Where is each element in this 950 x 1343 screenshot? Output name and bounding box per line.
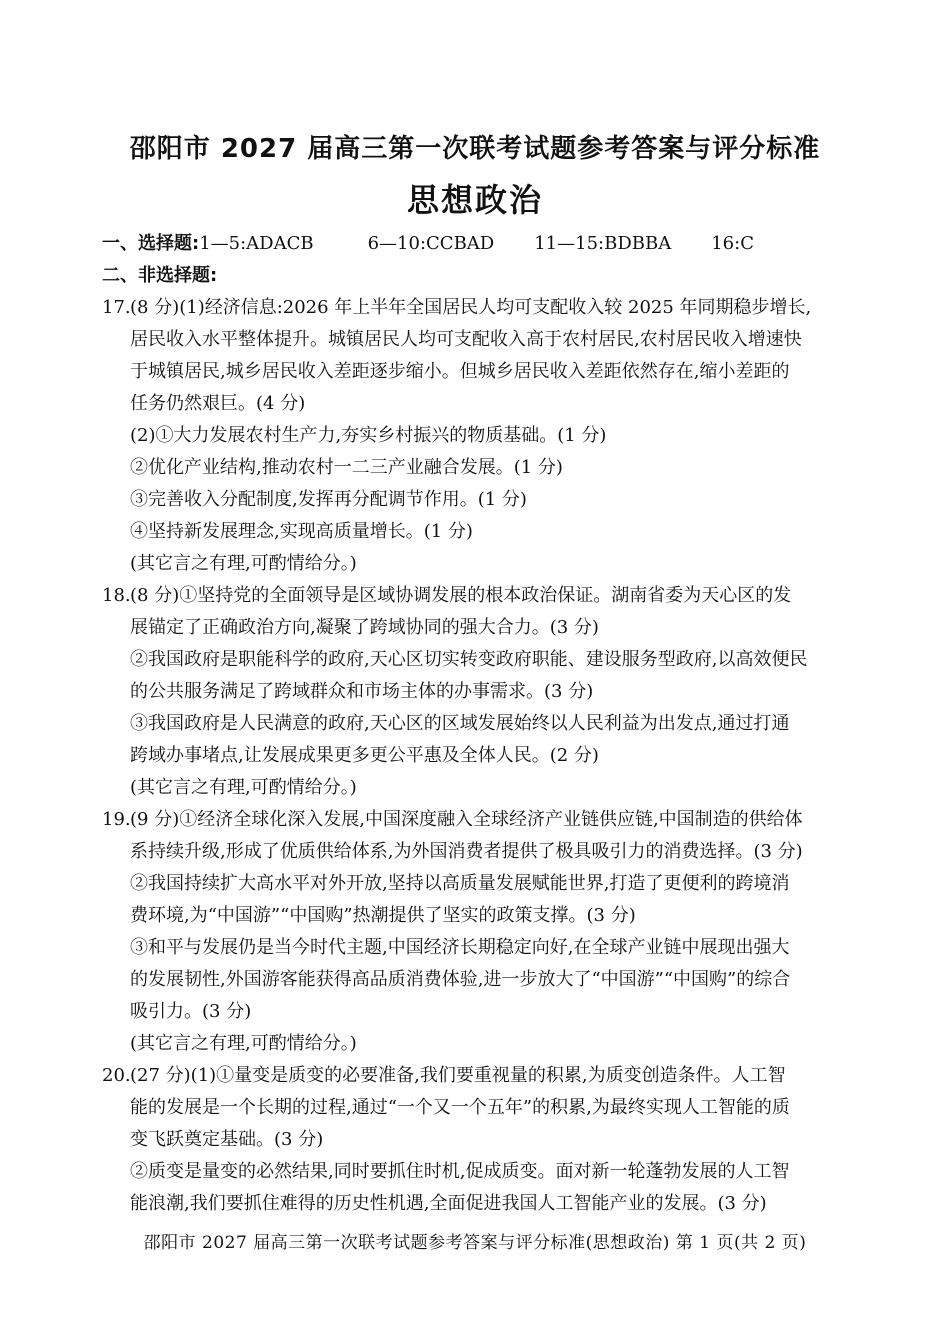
answer-line: (27 分)(1)①量变是质变的必要准备,我们要重视量的积累,为质变创造条件。人工智 bbox=[130, 1065, 786, 1086]
answer-line: ②优化产业结构,推动农村一二三产业融合发展。(1 分) bbox=[130, 457, 563, 478]
question-number: 20. bbox=[102, 1065, 131, 1086]
answer-line: 于城镇居民,城乡居民收入差距逐步缩小。但城乡居民收入差距依然存在,缩小差距的 bbox=[130, 361, 790, 382]
page-title: 邵阳市 2027 届高三第一次联考试题参考答案与评分标准 bbox=[129, 134, 821, 164]
answer-line: ②质变是量变的必然结果,同时要抓住时机,促成质变。面对新一轮蓬勃发展的人工智 bbox=[130, 1161, 790, 1182]
question-block bbox=[102, 804, 852, 1060]
answer-line: 任务仍然艰巨。(4 分) bbox=[130, 393, 306, 414]
answer-line: ③我国政府是人民满意的政府,天心区的区域发展始终以人民利益为出发点,通过打通 bbox=[130, 713, 790, 734]
question-number: 17. bbox=[102, 297, 131, 318]
answer-line: 费环境,为“中国游”“中国购”热潮提供了坚实的政策支撑。(3 分) bbox=[130, 905, 636, 926]
answer-line: 的公共服务满足了跨域群众和市场主体的办事需求。(3 分) bbox=[130, 681, 594, 702]
question-block bbox=[102, 580, 852, 804]
question-block bbox=[102, 292, 852, 580]
answer-line: 跨域办事堵点,让发展成果更多更公平惠及全体人民。(2 分) bbox=[130, 745, 599, 766]
answer-line: (8 分)①坚持党的全面领导是区域协调发展的根本政治保证。湖南省委为天心区的发 bbox=[130, 585, 792, 606]
mc-group: 1—5:ADACB bbox=[199, 233, 314, 254]
mc-group: 16:C bbox=[711, 233, 754, 254]
mc-group: 6—10:CCBAD bbox=[367, 233, 495, 254]
answer-body bbox=[102, 228, 852, 1220]
answer-line: ②我国政府是职能科学的政府,天心区切实转变政府职能、建设服务型政府,以高效便民 bbox=[130, 649, 808, 670]
answer-line: 能的发展是一个长期的过程,通过“一个又一个五年”的积累,为最终实现人工智能的质 bbox=[130, 1097, 790, 1118]
answer-line: (其它言之有理,可酌情给分。) bbox=[130, 553, 357, 574]
answer-line: 变飞跃奠定基础。(3 分) bbox=[130, 1129, 324, 1150]
question-list bbox=[102, 292, 852, 1220]
question-block bbox=[102, 1060, 852, 1220]
question-number: 19. bbox=[102, 809, 131, 830]
answer-line: ③和平与发展仍是当今时代主题,中国经济长期稳定向好,在全球产业链中展现出强大 bbox=[130, 937, 790, 958]
section-heading-multiple-choice: 一、选择题: bbox=[102, 233, 200, 254]
answer-line: (9 分)①经济全球化深入发展,中国深度融入全球经济产业链供应链,中国制造的供给体 bbox=[130, 809, 803, 830]
answer-line: (其它言之有理,可酌情给分。) bbox=[130, 777, 357, 798]
answer-line: 展锚定了正确政治方向,凝聚了跨域协同的强大合力。(3 分) bbox=[130, 617, 599, 638]
answer-line: 的发展韧性,外国游客能获得高品质消费体验,进一步放大了“中国游”“中国购”的综合 bbox=[130, 969, 791, 990]
question-number: 18. bbox=[102, 585, 131, 606]
mc-group: 11—15:BDBBA bbox=[534, 233, 672, 254]
answer-line: ②我国持续扩大高水平对外开放,坚持以高质量发展赋能世界,打造了更便利的跨境消 bbox=[130, 873, 790, 894]
answer-line: (8 分)(1)经济信息:2026 年上半年全国居民人均可支配收入较 2025 年同期稳步增长, bbox=[130, 297, 812, 318]
answer-line: (其它言之有理,可酌情给分。) bbox=[130, 1033, 357, 1054]
answer-line: ④坚持新发展理念,实现高质量增长。(1 分) bbox=[130, 521, 473, 542]
answer-line: (2)①大力发展农村生产力,夯实乡村振兴的物质基础。(1 分) bbox=[130, 425, 607, 446]
page-footer: 邵阳市 2027 届高三第一次联考试题参考答案与评分标准(思想政治) 第 1 页(共 2 页) bbox=[143, 1233, 807, 1253]
answer-line: 居民收入水平整体提升。城镇居民人均可支配收入高于农村居民,农村居民收入增速快 bbox=[130, 329, 802, 350]
answer-line: 吸引力。(3 分) bbox=[130, 1001, 252, 1022]
answer-line: 系持续升级,形成了优质供给体系,为外国消费者提供了极具吸引力的消费选择。(3 分) bbox=[130, 841, 803, 862]
answer-line: ③完善收入分配制度,发挥再分配调节作用。(1 分) bbox=[130, 489, 527, 510]
multiple-choice-answers bbox=[102, 228, 852, 260]
section-heading-non-choice: 二、非选择题: bbox=[102, 265, 218, 286]
answer-line: 能浪潮,我们要抓住难得的历史性机遇,全面促进我国人工智能产业的发展。(3 分) bbox=[130, 1193, 767, 1214]
subject-title: 思想政治 bbox=[406, 181, 543, 219]
